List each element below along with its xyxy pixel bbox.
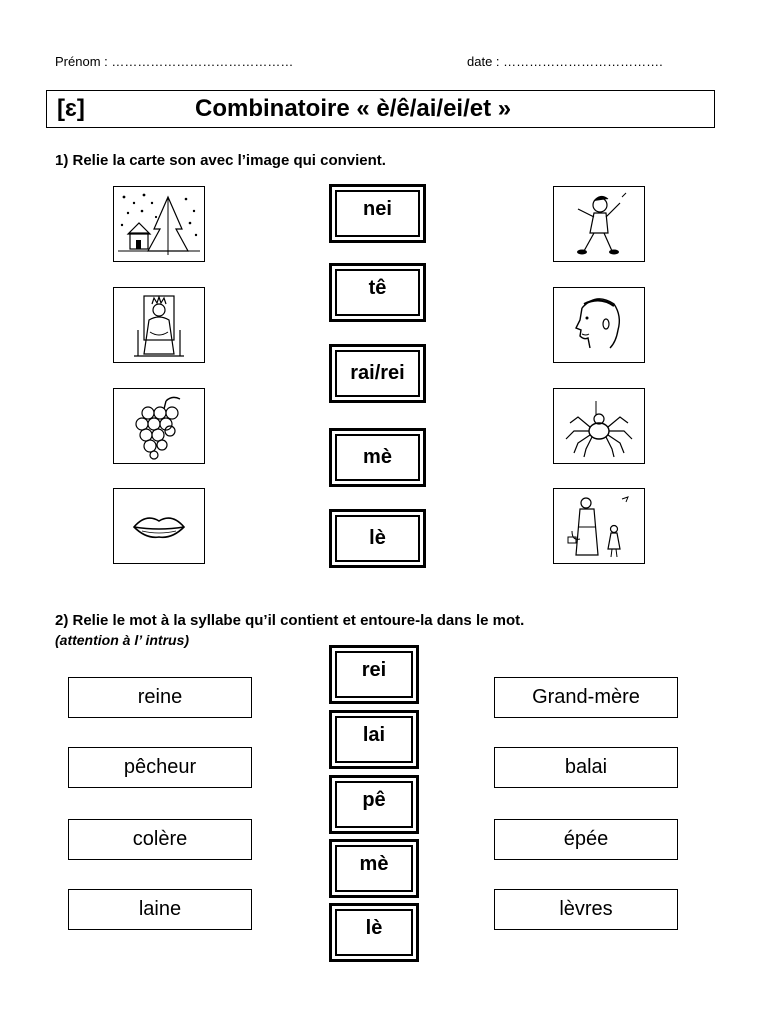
syllable-label: lè <box>335 909 413 956</box>
snowy-village-icon <box>113 186 205 262</box>
queen-on-throne-icon <box>113 287 205 363</box>
sound-card[interactable] <box>329 428 426 487</box>
syllable-card[interactable] <box>329 645 419 704</box>
head-profile-icon <box>553 287 645 363</box>
word-label: colère <box>132 828 188 850</box>
word-box[interactable] <box>494 819 678 860</box>
sound-card-label: tê <box>335 269 420 316</box>
lips-icon <box>113 488 205 564</box>
word-label: lèvres <box>559 898 613 920</box>
page-title: Combinatoire « è/ê/ai/ei/et » <box>195 95 512 122</box>
syllable-label: mè <box>335 845 413 892</box>
syllable-card[interactable] <box>329 839 419 898</box>
word-label: reine <box>137 686 183 708</box>
word-box[interactable] <box>494 677 678 718</box>
word-box[interactable] <box>68 889 252 930</box>
fisherman-icon <box>553 186 645 262</box>
phoneme-symbol: [ɛ] <box>57 95 85 122</box>
grandmother-child-icon <box>553 488 645 564</box>
date-field[interactable]: date : ………………………………. <box>467 54 663 69</box>
sound-card-label: rai/rei <box>335 350 420 397</box>
word-label: épée <box>563 828 609 850</box>
exercise2-instruction: 2) Relie le mot à la syllabe qu’il contient et entoure-la dans le mot. <box>55 612 525 629</box>
syllable-label: rei <box>335 651 413 698</box>
first-name-field[interactable]: Prénom : …………………………………… <box>55 54 294 69</box>
exercise1-instruction: 1) Relie la carte son avec l’image qui convient. <box>55 152 386 169</box>
word-box[interactable] <box>494 889 678 930</box>
word-label: pêcheur <box>123 756 197 778</box>
word-label: laine <box>138 898 182 920</box>
syllable-card[interactable] <box>329 775 419 834</box>
word-box[interactable] <box>68 747 252 788</box>
exercise2-note: (attention à l’ intrus) <box>55 632 190 648</box>
sound-card[interactable] <box>329 344 426 403</box>
word-box[interactable] <box>494 747 678 788</box>
syllable-label: pê <box>335 781 413 828</box>
sound-card[interactable] <box>329 184 426 243</box>
sound-card-label: nei <box>335 190 420 237</box>
syllable-card[interactable] <box>329 710 419 769</box>
syllable-card[interactable] <box>329 903 419 962</box>
word-label: balai <box>564 756 608 778</box>
sound-card[interactable] <box>329 509 426 568</box>
word-box[interactable] <box>68 819 252 860</box>
grapes-icon <box>113 388 205 464</box>
sound-card[interactable] <box>329 263 426 322</box>
title-box <box>46 90 715 128</box>
word-box[interactable] <box>68 677 252 718</box>
sound-card-label: lè <box>335 515 420 562</box>
sound-card-label: mè <box>335 434 420 481</box>
word-label: Grand-mère <box>532 686 640 708</box>
syllable-label: lai <box>335 716 413 763</box>
spider-icon <box>553 388 645 464</box>
